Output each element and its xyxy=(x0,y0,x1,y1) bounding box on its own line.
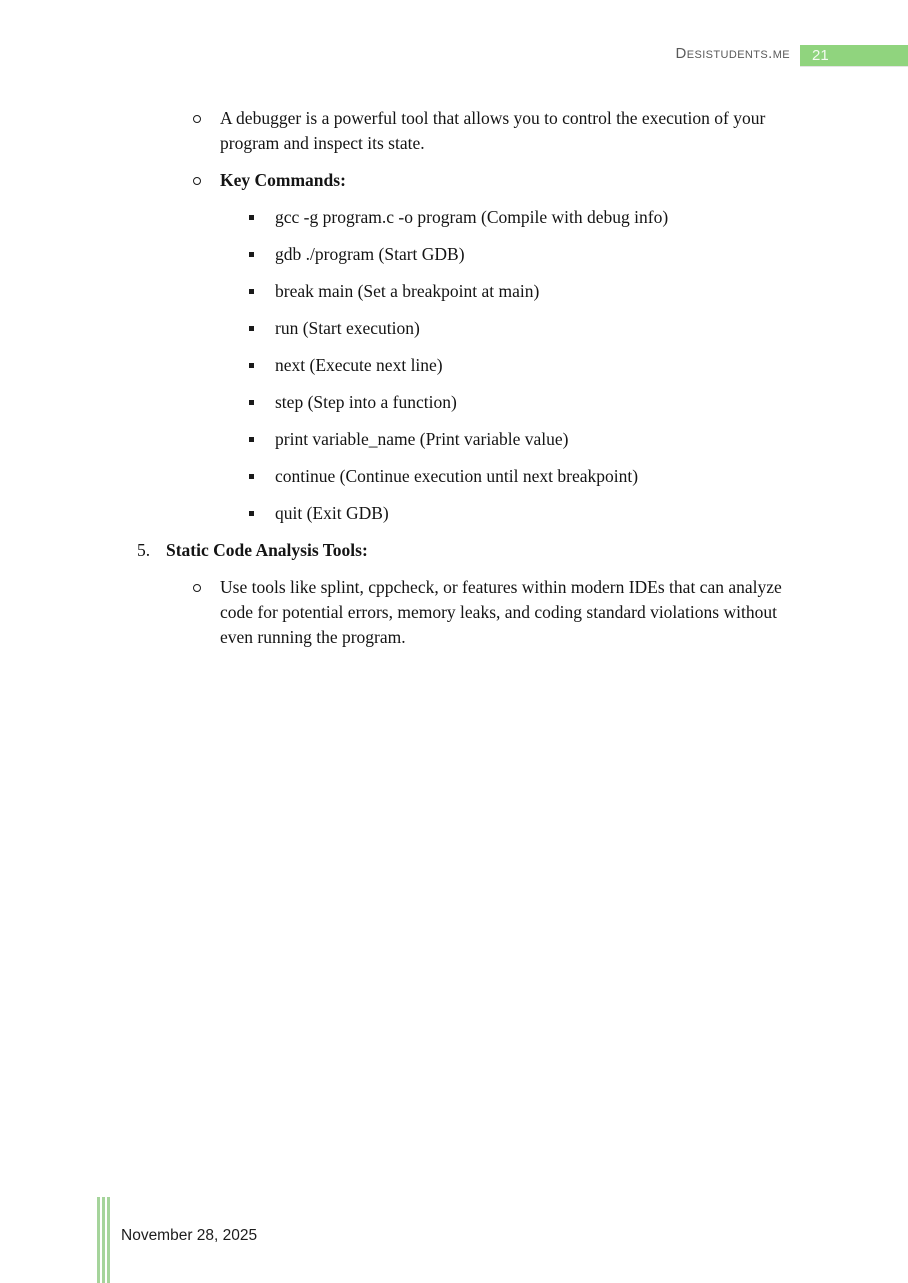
command-text: gdb ./program (Start GDB) xyxy=(275,244,465,264)
item-number: 5. xyxy=(137,540,151,560)
command-text: break main (Set a breakpoint at main) xyxy=(275,281,540,301)
list-item-static-analysis-body xyxy=(220,575,803,650)
document-content xyxy=(0,106,908,662)
command-text: next (Execute next line) xyxy=(275,355,443,375)
command-text: quit (Exit GDB) xyxy=(275,503,389,523)
command-item xyxy=(275,205,868,230)
command-item xyxy=(275,353,868,378)
square-bullet-icon xyxy=(249,400,254,405)
circle-bullet-icon xyxy=(193,177,201,185)
footer-date: November 28, 2025 xyxy=(121,1227,258,1244)
command-text: step (Step into a function) xyxy=(275,392,457,412)
square-bullet-icon xyxy=(249,252,254,257)
numbered-item-5 xyxy=(137,538,868,563)
command-item xyxy=(275,427,868,452)
square-bullet-icon xyxy=(249,215,254,220)
square-bullet-icon xyxy=(249,437,254,442)
command-item xyxy=(275,390,868,415)
command-item xyxy=(275,501,868,526)
square-bullet-icon xyxy=(249,363,254,368)
circle-bullet-icon xyxy=(193,584,201,592)
circle-bullet-icon xyxy=(193,115,201,123)
static-analysis-text: Use tools like splint, cppcheck, or features within modern IDEs that can analyze code for potential errors, memory leaks, and coding standard violations without even running the program. xyxy=(220,577,782,647)
square-bullet-icon xyxy=(249,326,254,331)
command-item xyxy=(275,242,868,267)
command-item xyxy=(275,464,868,489)
footer-stripes-decoration xyxy=(97,1197,111,1283)
square-bullet-icon xyxy=(249,289,254,294)
intro-text: A debugger is a powerful tool that allows you to control the execution of your program and inspect its state. xyxy=(220,108,766,153)
site-label: Desistudents.me xyxy=(675,45,790,62)
page-number-badge xyxy=(800,45,908,66)
key-commands-heading: Key Commands: xyxy=(220,170,346,190)
page-number: 21 xyxy=(812,47,829,64)
command-text: continue (Continue execution until next breakpoint) xyxy=(275,466,639,486)
command-item xyxy=(275,279,868,304)
command-text: run (Start execution) xyxy=(275,318,420,338)
list-item-intro xyxy=(220,106,803,156)
square-bullet-icon xyxy=(249,511,254,516)
command-item xyxy=(275,316,868,341)
square-bullet-icon xyxy=(249,474,254,479)
list-item-key-commands xyxy=(220,168,803,193)
command-text: print variable_name (Print variable value) xyxy=(275,429,569,449)
command-text: gcc -g program.c -o program (Compile with debug info) xyxy=(275,207,669,227)
numbered-item-title: Static Code Analysis Tools: xyxy=(166,540,368,560)
